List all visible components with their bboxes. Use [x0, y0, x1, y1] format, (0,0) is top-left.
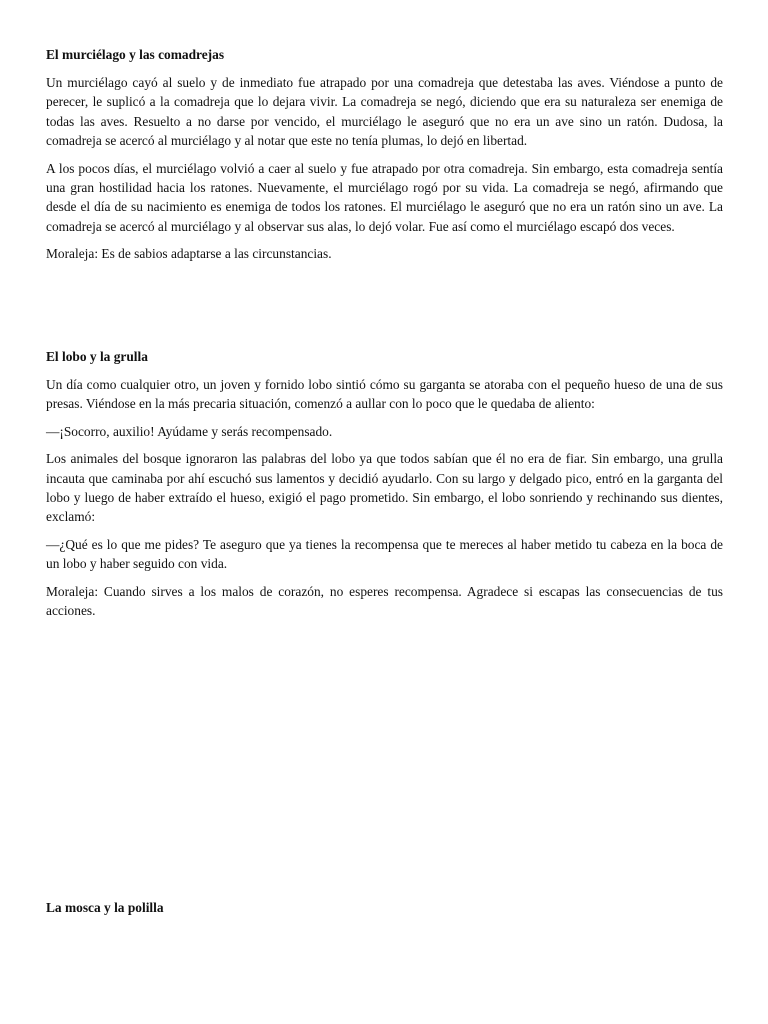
story-dialogue: —¿Qué es lo que me pides? Te aseguro que ya tienes la recompensa que te mereces al haber metido tu cabeza en la boca de un lobo y haber seguido con vida.	[46, 536, 723, 572]
story-paragraph: Un día como cualquier otro, un joven y fornido lobo sintió cómo su garganta se atoraba con el pequeño hueso de una de sus presas. Viéndose en la más precaria situación, comenzó a aullar con lo poco que le quedaba de aliento:	[46, 377, 723, 412]
story-moral: Moraleja: Es de sabios adaptarse a las circunstancias.	[46, 246, 332, 262]
story-title: El murciélago y las comadrejas	[46, 47, 225, 62]
story-title: El lobo y la grulla	[46, 349, 148, 364]
story-lobo-grulla	[46, 347, 723, 628]
story-paragraph: Los animales del bosque ignoraron las palabras del lobo ya que todos sabían que él no era de fiar. Sin embargo, una grulla incauta que caminaba por ahí escuchó sus lamentos y decidió ayudarlo. Con su largo y delgado pico, entró en la garganta del lobo y luego de haber extraído el hueso, exigió el pago prometido. Sin embargo, el lobo sonriendo y rechinando sus dientes, exclamó:	[46, 451, 723, 525]
story-mosca-polilla	[46, 898, 723, 926]
story-title: La mosca y la polilla	[46, 900, 164, 915]
story-dialogue: —¡Socorro, auxilio! Ayúdame y serás recompensado.	[46, 423, 333, 439]
story-murcielago	[46, 45, 723, 272]
story-paragraph: A los pocos días, el murciélago volvió a caer al suelo y fue atrapado por otra comadreja. Sin embargo, esta comadreja sentía una gran hostilidad hacia los ratones. Nuevamente, el murciélago rogó por su vida. La comadreja se negó, afirmando que desde el día de su nacimiento es enemiga de todos los ratones. El murciélago le aseguró que no era un ratón sino un ave. La comadreja se acercó al murciélago y al observar sus alas, lo dejó volar. Fue así como el murciélago escapó dos veces.	[46, 160, 723, 234]
story-moral: Moraleja: Cuando sirves a los malos de corazón, no esperes recompensa. Agradece si escapas las consecuencias de tus acciones.	[46, 583, 723, 619]
story-paragraph: Un murciélago cayó al suelo y de inmediato fue atrapado por una comadreja que detestaba las aves. Viéndose a punto de perecer, le suplicó a la comadreja que lo dejara vivir. La comadreja se negó, diciendo que era su naturaleza ser enemiga de todas las aves. Resuelto a no darse por vencido, el murciélago le aseguró que no era un ave sino un ratón. Dudosa, la comadreja se acercó al murciélago y al notar que este no tenía plumas, lo dejó en libertad.	[46, 75, 723, 149]
